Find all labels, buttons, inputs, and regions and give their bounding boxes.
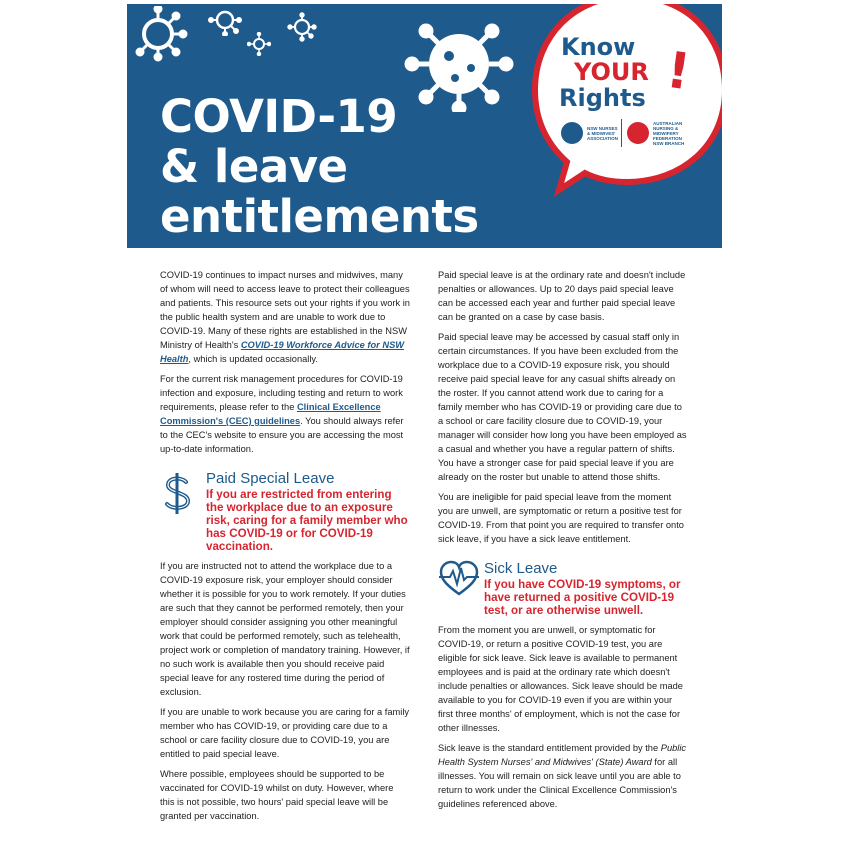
intro-text-end: , which is updated occasionally. <box>188 354 318 364</box>
virus-icon <box>207 4 243 36</box>
nswnma-logo-text: NSW NURSES & MIDWIVES' ASSOCIATION <box>587 125 618 141</box>
intro-paragraph <box>160 268 410 366</box>
cec-text-end: . You should always refer to the CEC's website to ensure you are accessing the most up-to-date information. <box>160 416 404 454</box>
virus-icon <box>287 12 317 42</box>
dollar-icon <box>160 470 196 518</box>
paragraph <box>438 741 688 811</box>
section-subtitle: If you have COVID-19 symptoms, or have returned a positive COVID-19 test, or are otherwise unwell. <box>484 578 681 617</box>
paragraph: Paid special leave may be accessed by casual staff only in certain circumstances. If you have been excluded from the workplace due to a COVID-19 exposure risk, you should receive paid special leave for any casual shifts already on the roster. If you cannot attend work due to caring for a family member who has COVID-19 or providing care due to a school or care facility closure due to COVID-19, your manager will consider how long you have been employed as a casual and whether you have a regular pattern of shifts. You have a stronger case for paid special leave if you are already on the roster but unable to attend those shifts. <box>438 332 687 482</box>
sick-text-end: for all illnesses. You will remain on sick leave until you are able to return to work under the Clinical Excellence Commission's guidelines referenced above. <box>438 757 681 809</box>
exclamation-mark: ! <box>663 40 694 102</box>
award-name: Public Health System Nurses' and Midwives' (State) Award <box>438 743 687 767</box>
title-line: COVID-19 <box>160 90 398 143</box>
sick-text: Sick leave is the standard entitlement provided by the <box>438 743 661 753</box>
paragraph: Where possible, employees should be supported to be vaccinated for COVID-19 whilst on duty. However, where this is not possible, two hours' paid special leave will be granted per vaccination. <box>160 769 394 821</box>
right-column <box>438 268 688 817</box>
section-title: Paid Special Leave <box>206 470 335 487</box>
anmf-logo-text: AUSTRALIAN NURSING & MIDWIFERY FEDERATION NSW BRANCH <box>653 120 685 146</box>
anmf-seal-icon <box>627 122 649 144</box>
paragraph: If you are instructed not to attend the workplace due to a COVID-19 exposure risk, your employer should consider whether it is possible for you to work remotely. If your duties are such that they cannot be performed remotely, then your employer should consider assigning you other meaningful work that could be performed remotely, such as telehealth, project work or completion of mandatory training. However, if no such work is available then you should receive paid special leave for any rostered time during the period of exclusion. <box>160 561 410 697</box>
virus-icon <box>247 32 271 56</box>
know-your-rights-badge <box>519 4 722 198</box>
nswnma-logo <box>561 121 621 145</box>
page-title <box>160 92 479 242</box>
virus-icon <box>127 6 189 62</box>
badge-your: YOUR <box>574 58 649 86</box>
sick-leave-heading <box>438 560 688 617</box>
intro-text: COVID-19 continues to impact nurses and midwives, many of whom will need to access leave to protect their colleagues and patients. This resource sets out your rights if you work in the public health system and are unable to work due to COVID-19. Many of these rights are established in the NSW Ministry of Health's <box>160 270 410 350</box>
left-column <box>160 268 410 829</box>
anmf-logo <box>627 121 687 145</box>
paragraph: If you are unable to work because you are caring for a family member who has COVID-19, or providing care due to a school or care facility closure due to COVID-19, you are entitled to paid special leave. <box>160 707 410 759</box>
cec-paragraph <box>160 372 410 456</box>
nswnma-seal-icon <box>561 122 583 144</box>
heartbeat-icon <box>438 560 480 598</box>
title-line: & leave <box>160 140 348 193</box>
header-banner <box>127 4 722 248</box>
section-title: Sick Leave <box>484 560 558 577</box>
paid-special-leave-heading <box>160 470 410 553</box>
logo-divider <box>621 119 622 147</box>
paragraph: You are ineligible for paid special leave from the moment you are unwell, are symptomatic or return a positive test for COVID-19. From that point you are required to transfer onto sick leave, if you have a sick leave entitlement. <box>438 492 684 544</box>
cec-guidelines-link[interactable]: Clinical Excellence Commission's (CEC) guidelines <box>160 402 381 426</box>
section-subtitle: If you are restricted from entering the workplace due to an exposure risk, caring for a family member who has COVID-19 or for COVID-19 vaccination. <box>206 488 408 553</box>
title-line: entitlements <box>160 190 479 243</box>
document-page <box>127 0 722 850</box>
paragraph: From the moment you are unwell, or symptomatic for COVID-19, or return a positive COVID-19 test, you are eligible for sick leave. Sick leave is available to permanent employees and is paid at the ordinary rate which doesn't include penalties or allowances. Sick leave should be made available to you for COVID-19 even if you are within your first three months' of employment, which is not the case for other illnesses. <box>438 625 683 733</box>
badge-rights: Rights <box>559 84 646 112</box>
covid-workforce-advice-link[interactable]: COVID-19 Workforce Advice for NSW Health <box>160 340 405 364</box>
badge-know: Know <box>561 33 636 61</box>
paragraph: Paid special leave is at the ordinary rate and doesn't include penalties or allowances. Up to 20 days paid special leave can be accessed each year and further paid special leave can be granted on a case by case basis. <box>438 270 686 322</box>
cec-text: For the current risk management procedures for COVID-19 infection and exposure, including testing and return to work requirements, please refer to the <box>160 374 403 412</box>
